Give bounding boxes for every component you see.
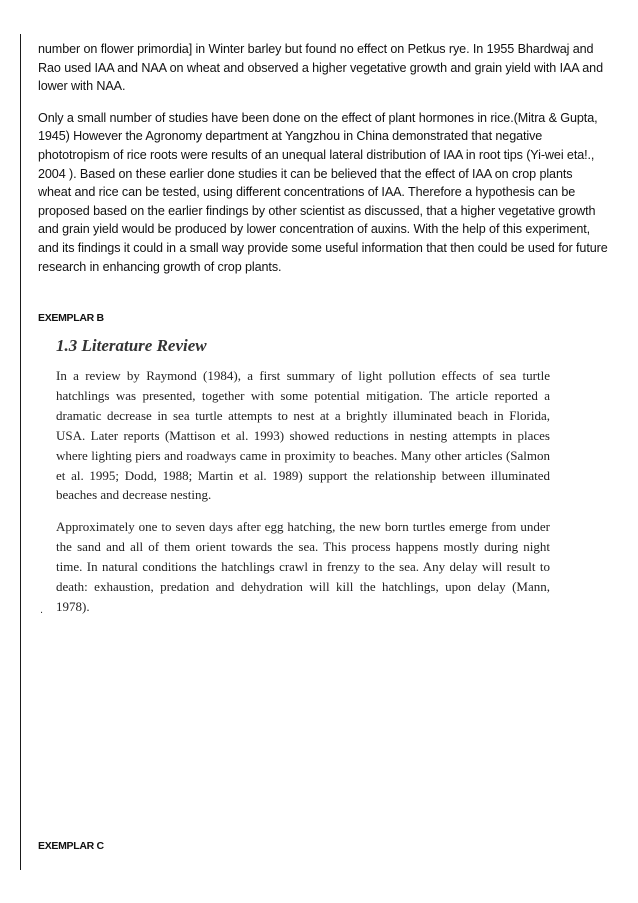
literature-review-excerpt <box>50 336 550 617</box>
body-paragraph-1: number on flower primordia] in Winter barley but found no effect on Petkus rye. In 1955 Bhardwaj and Rao used IAA and NAA on wheat and observed a higher vegetative growth and grain yield with IAA and lower with NAA. <box>38 42 603 94</box>
body-paragraph-2: Only a small number of studies have been done on the effect of plant hormones in rice.(Mitra & Gupta, 1945) However the Agronomy department at Yangzhou in China demonstrated that negative phototropism of rice roots were results of an unequal lateral distribution of IAA in root tips (Yi-wei eta!., 2004 ). Based on these earlier done studies it can be believed that the effect of IAA on crop plants wheat and rice can be tested, using different concentrations of IAA. Therefore a hypothesis can be proposed based on the earlier findings by other scientist as discussed, that a higher vegetative growth and grain yield would be produced by lower concentration of auxins. With the help of this experiment, and its findings it could in a small way provide some useful information that then could be used for future research in enhancing growth of crop plants. <box>38 110 608 274</box>
document-body <box>38 40 608 276</box>
stray-mark: . <box>40 604 44 616</box>
exemplar-c-label: EXEMPLAR C <box>38 840 104 852</box>
excerpt-title: 1.3 Literature Review <box>56 336 207 355</box>
left-margin-rule <box>20 34 21 870</box>
excerpt-paragraph-2: Approximately one to seven days after egg hatching, the new born turtles emerge from under the sand and all of them orient towards the sea. This process happens mostly during night time. In natural conditions the hatchlings crawl in frenzy to the sea. Any delay will result to death: exhaustion, predation and dehydration will kill the hatchlings, upon delay (Mann, 1978). <box>56 519 550 614</box>
excerpt-paragraph-1: In a review by Raymond (1984), a first summary of light pollution effects of sea turtle hatchlings was presented, together with some potential mitigation. The article reported a dramatic decrease in sea turtle attempts to nest at a brightly illuminated beach in Florida, USA. Later reports (Mattison et al. 1993) showed reductions in nesting attempts in places where lighting piers and roadways came in proximity to beaches. Many other articles (Salmon et al. 1995; Dodd, 1988; Martin et al. 1989) support the relationship between illuminated beaches and decrease nesting. <box>56 368 550 503</box>
exemplar-b-label: EXEMPLAR B <box>38 312 104 324</box>
